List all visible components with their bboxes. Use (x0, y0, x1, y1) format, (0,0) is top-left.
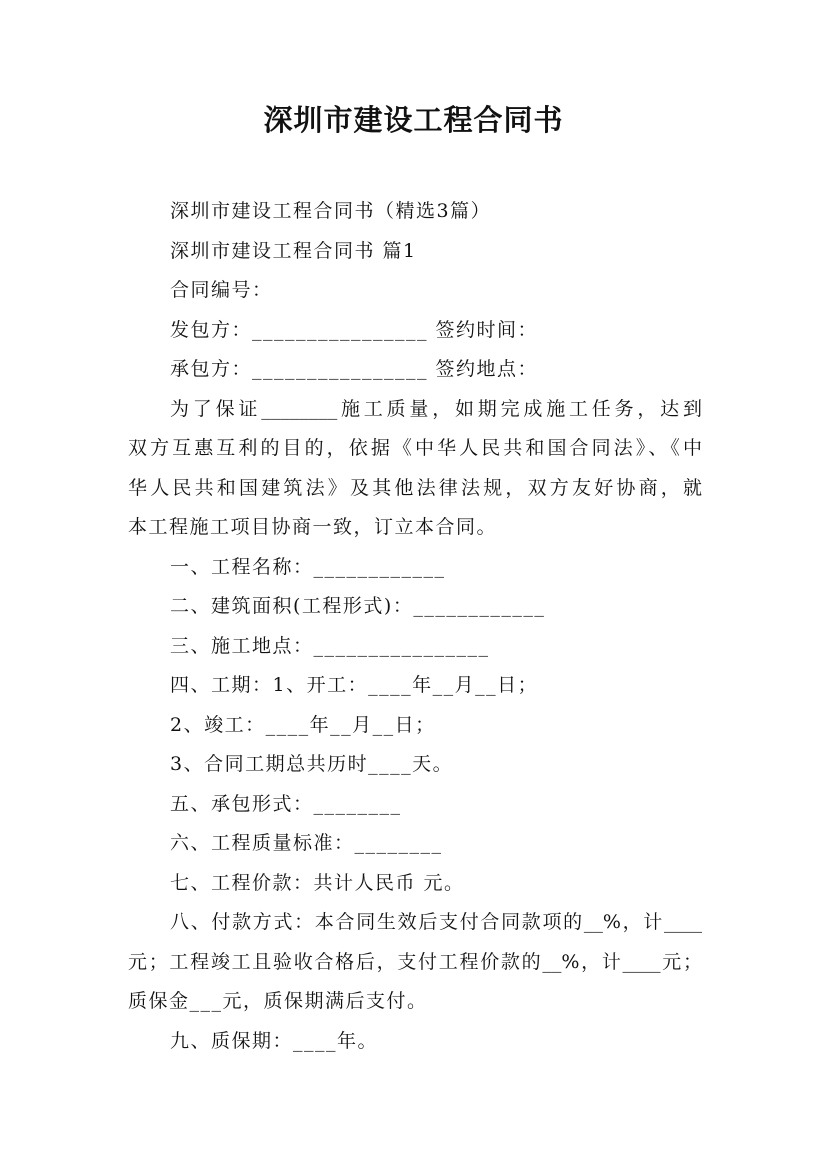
clause-project-name: 一、工程名称：____________ (170, 555, 446, 578)
clause-contract-form: 五、承包形式：________ (170, 792, 402, 815)
clause-quality-standard: 六、工程质量标准：________ (170, 832, 443, 854)
clause-payment: 八、付款方式：本合同生效后支付合同款项的__%，计____ (170, 911, 702, 933)
contract-number-line: 合同编号： (170, 279, 273, 301)
clause-duration: 3、合同工期总共历时____天。 (170, 753, 454, 775)
intro-paragraph-line: 双方互惠互利的目的，依据《中华人民共和国合同法》、《中 (128, 437, 702, 459)
clause-site-location: 三、施工地点：________________ (170, 634, 490, 657)
clause-schedule: 四、工期：1、开工：____年__月__日； (170, 674, 539, 696)
clause-building-area: 二、建筑面积(工程形式)：____________ (170, 595, 546, 617)
intro-paragraph-line: 本工程施工项目协商一致，订立本合同。 (128, 516, 498, 538)
contractor-line: 承包方：________________ 签约地点： (170, 358, 539, 380)
clause-price: 七、工程价款：共计人民币 元。 (170, 871, 465, 894)
subtitle-line: 深圳市建设工程合同书（精选3篇） (170, 200, 492, 222)
document-title: 深圳市建设工程合同书 (263, 103, 564, 137)
section-heading: 深圳市建设工程合同书 篇1 (170, 239, 417, 262)
employer-line: 发包方：________________ 签约时间： (170, 318, 539, 341)
clause-warranty: 九、质保期：____年。 (170, 1029, 379, 1052)
intro-paragraph-line: 华人民共和国建筑法》及其他法律法规，双方友好协商，就 (128, 476, 702, 499)
clause-payment: 元；工程竣工且验收合格后，支付工程价款的__%，计____元； (128, 950, 702, 973)
clause-completion: 2、竣工：____年__月__日； (170, 713, 436, 736)
clause-payment: 质保金___元，质保期满后支付。 (128, 990, 428, 1012)
intro-paragraph-line: 为了保证________施工质量，如期完成施工任务，达到 (170, 397, 702, 420)
document-body (128, 192, 702, 1061)
